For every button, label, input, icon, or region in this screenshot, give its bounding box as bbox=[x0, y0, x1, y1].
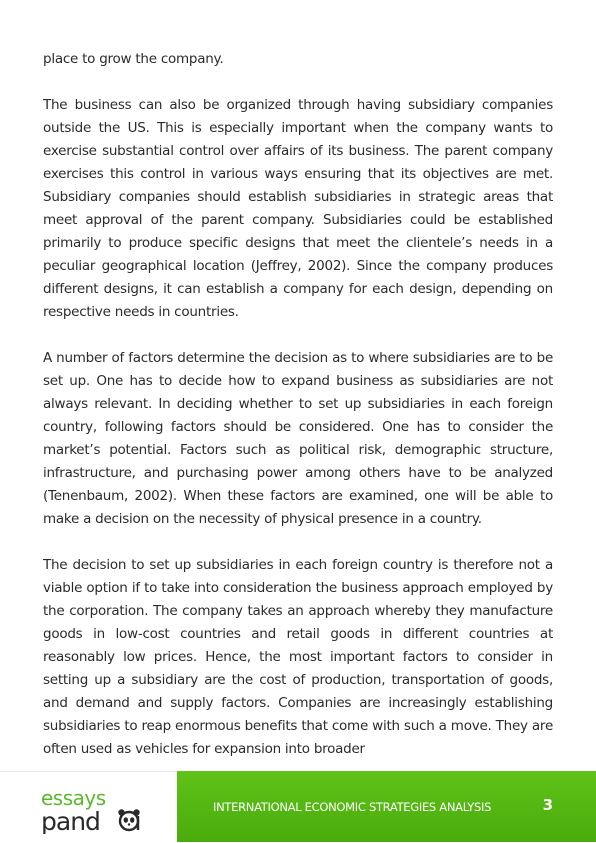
page-body bbox=[43, 48, 553, 784]
document-title: INTERNATIONAL ECONOMIC STRATEGIES ANALYSIS bbox=[213, 800, 492, 814]
svg-text:pand: pand bbox=[41, 807, 100, 834]
essays-panda-logo bbox=[41, 786, 145, 838]
panda-face-icon bbox=[118, 809, 139, 830]
paragraph-3: A number of factors determine the decision as to where subsidiaries are to be set up. One has to decide how to expand business as subsidiaries are not always relevant. In deciding whether to set up subsidiaries in each foreign country, following factors should be considered. One has to consider the market’s potential. Factors such as political risk, demographic structure, infrastructure, and purchasing power among others have to be analyzed (Tenenbaum, 2002). When these factors are examined, one will be able to make a decision on the necessity of physical presence in a country. bbox=[43, 350, 553, 527]
page-footer bbox=[0, 771, 596, 842]
svg-text:essays: essays bbox=[41, 786, 106, 810]
paragraph-2: The business can also be organized through having subsidiary companies outside the US. This is especially important when the company wants to exercise substantial control over affairs of its business. The parent company exercises this control in various ways ensuring that its objectives are met. Subsidiary companies should establish subsidiaries in strategic areas that meet approval of the parent company. Subsidiaries could be established primarily to produce specific designs that meet the clientele’s needs in a peculiar geographical location (Jeffrey, 2002). Since the company produces different designs, it can establish a company for each design, depending on respective needs in countries. bbox=[43, 97, 553, 320]
page-number: 3 bbox=[542, 796, 553, 814]
paragraph-4: The decision to set up subsidiaries in each foreign country is therefore not a viable option if to take into consideration the business approach employed by the corporation. The company takes an approach whereby they manufacture goods in low-cost countries and retail goods in different countries at reasonably low prices. Hence, the most important factors to consider in setting up a subsidiary are the cost of production, transportation of goods, and demand and supply factors. Companies are increasingly establishing subsidiaries to reap enormous benefits that come with such a move. They are often used as vehicles for expansion into broader bbox=[43, 557, 553, 757]
footer-logo-area bbox=[0, 771, 177, 843]
paragraph-1: place to grow the company. bbox=[43, 51, 224, 67]
footer-banner bbox=[177, 771, 596, 842]
